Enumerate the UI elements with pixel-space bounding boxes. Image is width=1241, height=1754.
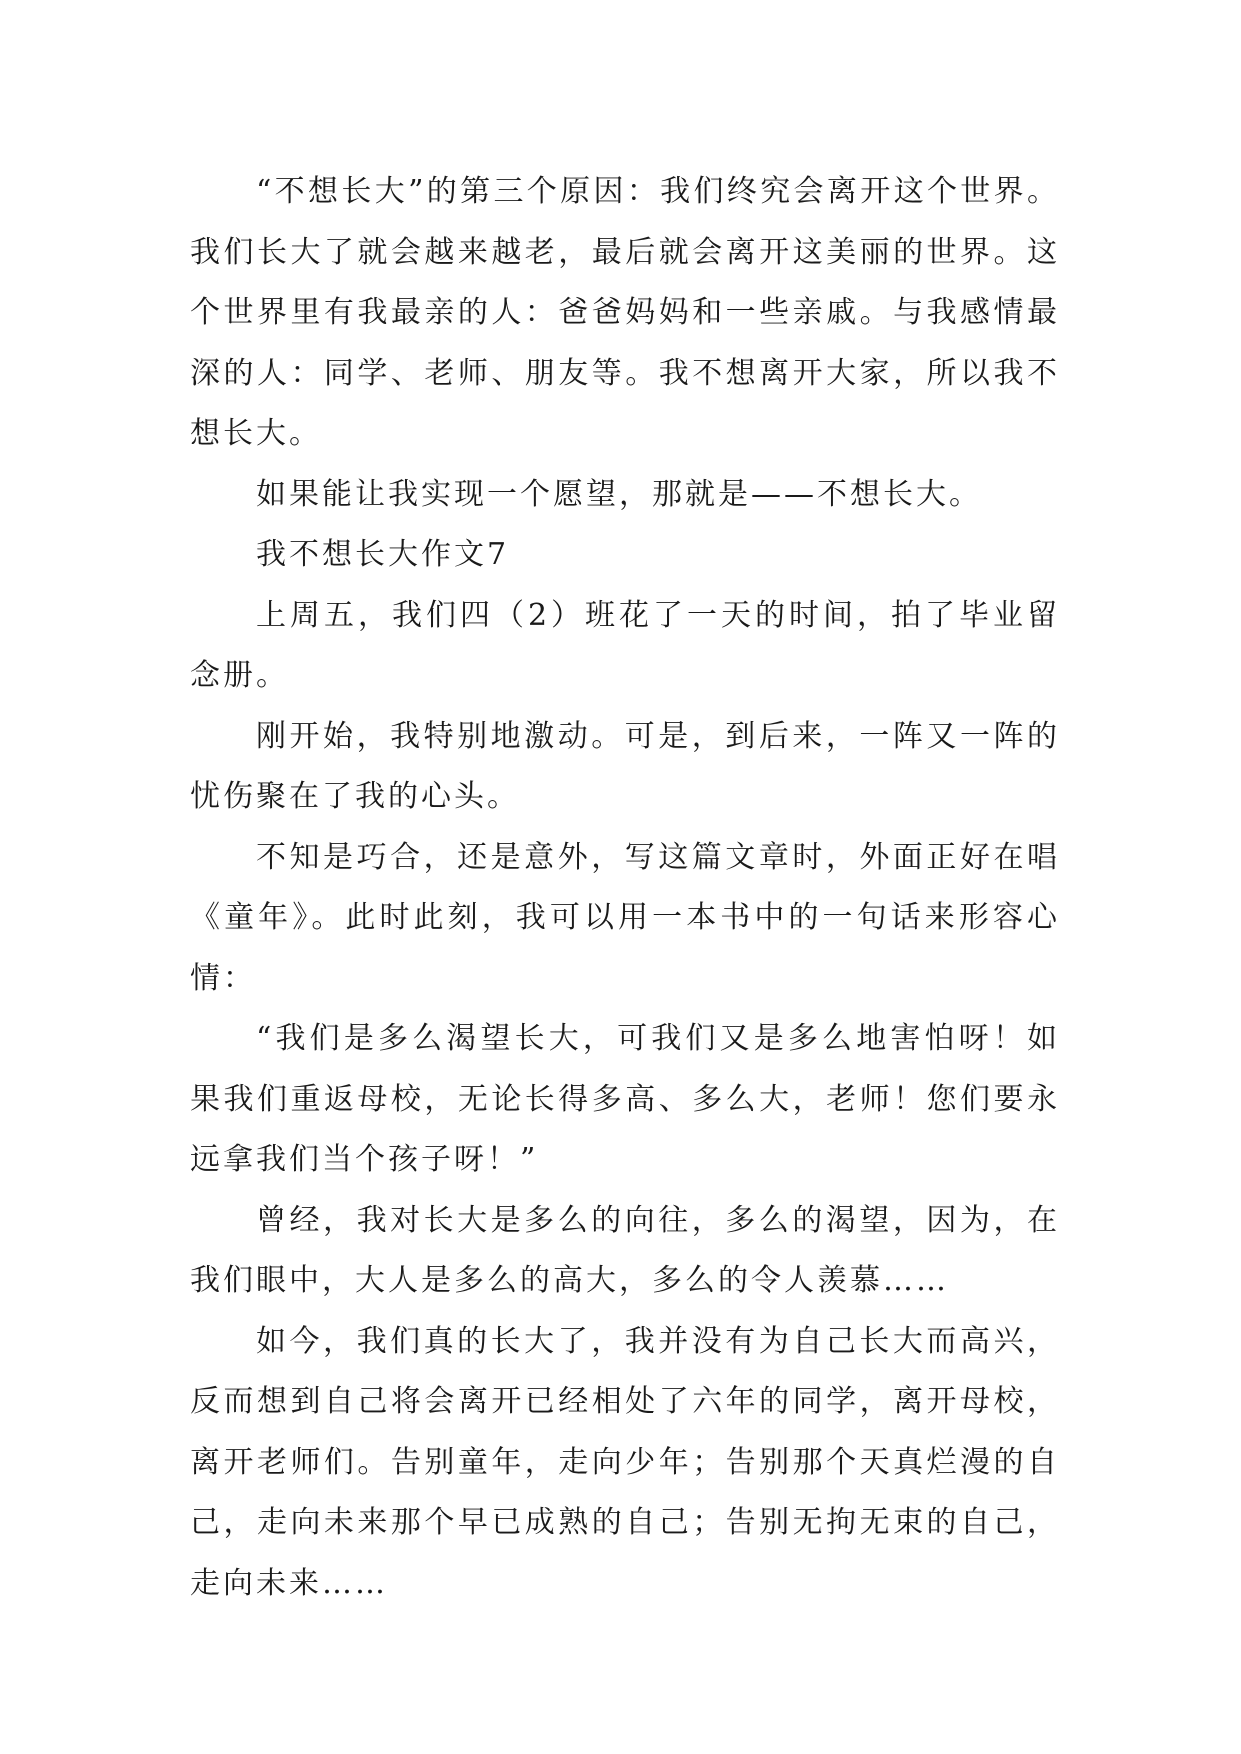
essay-heading: 我不想长大作文7 xyxy=(256,537,510,572)
paragraph-longing: 曾经，我对长大是多么的向往，多么的渴望，因为，在我们眼中，大人是多么的高大，多么的令人羡慕…… xyxy=(190,1202,1060,1298)
paragraph-reason-three: “不想长大”的第三个原因：我们终究会离开这个世界。我们长大了就会越来越老，最后就会离开这美丽的世界。这个世界里有我最亲的人：爸爸妈妈和一些亲戚。与我感情最深的人：同学、老师、朋友等。我不想离开大家，所以我不想长大。 xyxy=(190,174,1060,451)
document-body xyxy=(190,162,1060,1614)
paragraph-childhood-song: 不知是巧合，还是意外，写这篇文章时，外面正好在唱《童年》。此时此刻，我可以用一本书中的一句话来形容心情： xyxy=(190,839,1060,996)
paragraph-excitement: 刚开始，我特别地激动。可是，到后来，一阵又一阵的忧伤聚在了我的心头。 xyxy=(190,718,1060,814)
paragraph-graduation-album: 上周五，我们四（2）班花了一天的时间，拍了毕业留念册。 xyxy=(190,597,1060,693)
paragraph-wish: 如果能让我实现一个愿望，那就是——不想长大。 xyxy=(256,476,982,512)
paragraph-farewell: 如今，我们真的长大了，我并没有为自己长大而高兴，反而想到自己将会离开已经相处了六年的同学，离开母校，离开老师们。告别童年，走向少年；告别那个天真烂漫的自己，走向未来那个早已成熟的自己；告别无拘无束的自己，走向未来…… xyxy=(190,1323,1060,1601)
paragraph-quote: “我们是多么渴望长大，可我们又是多么地害怕呀！如果我们重返母校，无论长得多高、多么大，老师！您们要永远拿我们当个孩子呀！” xyxy=(190,1021,1060,1177)
